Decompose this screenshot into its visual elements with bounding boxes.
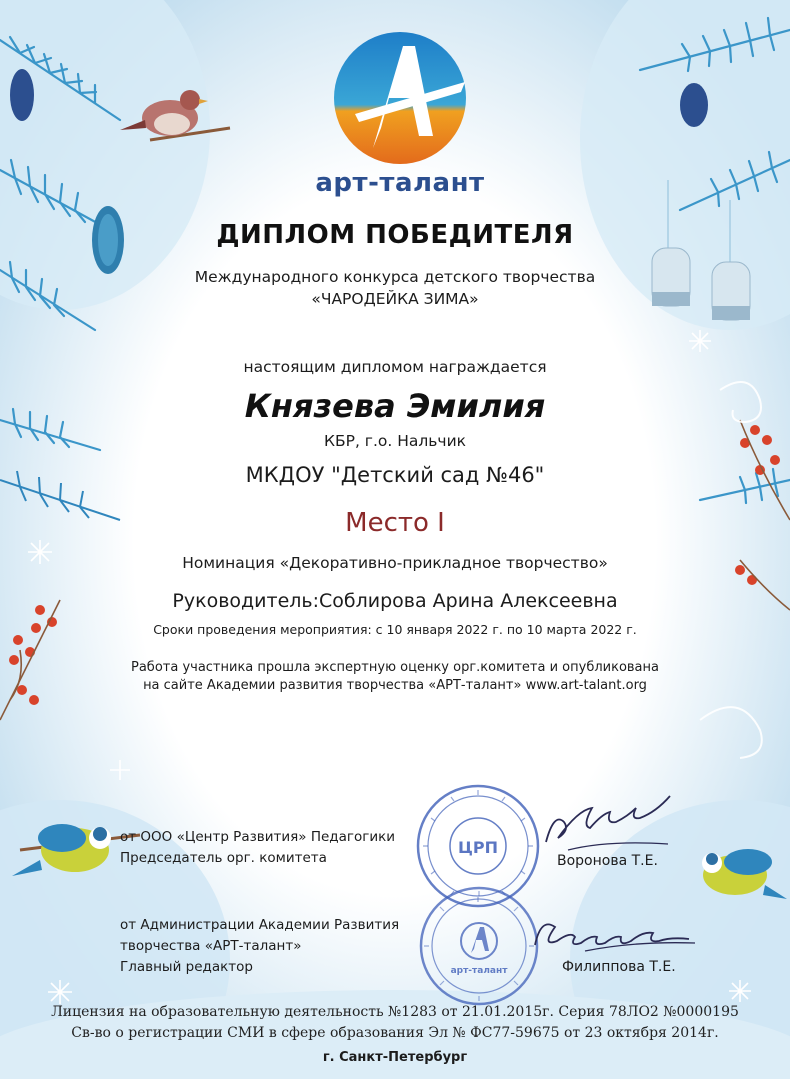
place-award: Место I xyxy=(345,508,445,538)
leader: Руководитель:Соблирова Арина Алексеевна xyxy=(172,590,618,612)
bird-bottom-right-decoration xyxy=(702,849,787,899)
winner-region: КБР, г.о. Нальчик xyxy=(323,432,467,450)
signatory2-block xyxy=(120,915,399,978)
signature1-icon xyxy=(538,790,688,860)
city: г. Санкт-Петербург xyxy=(322,1050,468,1065)
stamp1-center-text: ЦРП xyxy=(458,838,498,857)
stamp2-center-text: арт-талант xyxy=(450,966,508,976)
signature2-icon xyxy=(525,905,700,965)
license-line1: Лицензия на образовательную деятельность №1283 от 21.01.2015г. Серия 78ЛО2 №0000195 xyxy=(51,1004,739,1020)
signatory1-line1: от ООО «Центр Развития» Педагогики xyxy=(120,829,396,845)
signatory2-line1: от Администрации Академии Развития xyxy=(120,917,400,933)
event-dates: Сроки проведения мероприятия: с 10 января 2022 г. по 10 марта 2022 г. xyxy=(153,622,637,637)
license-line2: Св-во о регистрации СМИ в сфере образования Эл № ФС77-59675 от 23 октября 2014г. xyxy=(71,1025,719,1041)
signatory1-name: Воронова Т.Е. xyxy=(557,853,658,869)
nomination: Номинация «Декоративно-прикладное творчество» xyxy=(182,554,608,572)
evaluation-note-line2: на сайте Академии развития творчества «АРТ-талант» www.art-talant.org xyxy=(143,678,647,693)
signatory1-block xyxy=(120,827,395,869)
winner-name: Князева Эмилия xyxy=(244,387,546,425)
art-talant-stamp-icon xyxy=(418,885,540,1007)
signatory2-name: Филиппова Т.Е. xyxy=(562,959,676,975)
brand-name: арт-талант xyxy=(315,168,485,198)
winner-organization: МКДОУ "Детский сад №46" xyxy=(245,463,545,487)
signatory2-line2: творчества «АРТ-талант» xyxy=(120,938,302,954)
contest-subtitle-line1: Международного конкурса детского творчества xyxy=(194,268,596,286)
evaluation-note-line1: Работа участника прошла экспертную оценку орг.комитета и опубликована xyxy=(131,660,659,675)
signatory2-line3: Главный редактор xyxy=(120,959,253,975)
contest-subtitle-line2: «ЧАРОДЕЙКА ЗИМА» xyxy=(311,290,479,308)
awarded-text: настоящим дипломом награждается xyxy=(243,358,547,376)
diploma-title: ДИПЛОМ ПОБЕДИТЕЛЯ xyxy=(216,220,574,250)
signatory1-line2: Председатель орг. комитета xyxy=(120,850,327,866)
